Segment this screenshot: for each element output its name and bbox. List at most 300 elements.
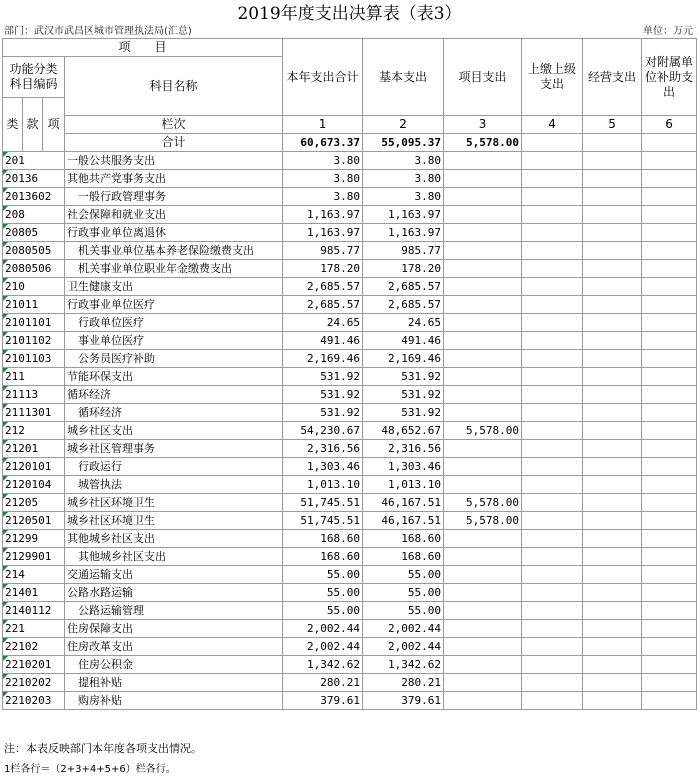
row-upper <box>522 296 583 314</box>
row-basic: 55.00 <box>363 602 444 620</box>
table-row <box>3 386 697 404</box>
row-code: 2210201 <box>3 656 65 674</box>
row-upper <box>522 422 583 440</box>
table-row <box>3 512 697 530</box>
header-kuan: 款 <box>23 98 43 152</box>
header-xiang: 项 <box>43 98 65 152</box>
table-row <box>3 404 697 422</box>
table-row <box>3 296 697 314</box>
row-project <box>444 278 522 296</box>
row-total: 1,163.97 <box>283 224 363 242</box>
row-subsidy <box>642 620 697 638</box>
header-subject-name: 科目名称 <box>65 57 283 116</box>
row-total: 491.46 <box>283 332 363 350</box>
row-upper <box>522 656 583 674</box>
row-total: 2,685.57 <box>283 278 363 296</box>
total-business <box>583 134 642 152</box>
row-project <box>444 296 522 314</box>
row-total: 3.80 <box>283 188 363 206</box>
department-label: 部门：武汉市武昌区城市管理执法局(汇总) <box>4 26 192 37</box>
row-upper <box>522 476 583 494</box>
row-code: 2080506 <box>3 260 65 278</box>
row-code: 2101103 <box>3 350 65 368</box>
row-name: 城乡社区环境卫生 <box>65 494 283 512</box>
row-upper <box>522 314 583 332</box>
total-basic: 55,095.37 <box>363 134 444 152</box>
row-project <box>444 224 522 242</box>
row-business <box>583 170 642 188</box>
table-row <box>3 440 697 458</box>
row-business <box>583 206 642 224</box>
row-basic: 55.00 <box>363 566 444 584</box>
row-business <box>583 224 642 242</box>
row-code: 2101102 <box>3 332 65 350</box>
total-sum: 60,673.37 <box>283 134 363 152</box>
table-row <box>3 494 697 512</box>
row-business <box>583 350 642 368</box>
row-basic: 178.20 <box>363 260 444 278</box>
header-business: 经营支出 <box>583 39 642 116</box>
row-name: 城管执法 <box>65 476 283 494</box>
row-code: 210 <box>3 278 65 296</box>
header-heji: 合计 <box>65 134 283 152</box>
row-code: 212 <box>3 422 65 440</box>
row-subsidy <box>642 602 697 620</box>
row-total: 168.60 <box>283 530 363 548</box>
row-name: 城乡社区支出 <box>65 422 283 440</box>
col-number-3: 3 <box>444 116 522 134</box>
row-name: 其他城乡社区支出 <box>65 548 283 566</box>
table-note: 注：本表反映部门本年度各项支出情况。 <box>4 742 202 755</box>
row-subsidy <box>642 494 697 512</box>
row-code: 208 <box>3 206 65 224</box>
row-total: 280.21 <box>283 674 363 692</box>
header-project: 项 目 <box>3 39 283 57</box>
row-basic: 531.92 <box>363 386 444 404</box>
row-name: 住房保障支出 <box>65 620 283 638</box>
row-upper <box>522 260 583 278</box>
row-basic: 24.65 <box>363 314 444 332</box>
table-row <box>3 620 697 638</box>
row-subsidy <box>642 674 697 692</box>
header-subsidy: 对附属单位补助支出 <box>642 39 697 116</box>
row-subsidy <box>642 170 697 188</box>
row-total: 985.77 <box>283 242 363 260</box>
row-total: 2,002.44 <box>283 638 363 656</box>
row-basic: 46,167.51 <box>363 494 444 512</box>
table-row <box>3 638 697 656</box>
row-code: 20136 <box>3 170 65 188</box>
row-code: 2210202 <box>3 674 65 692</box>
row-code: 21299 <box>3 530 65 548</box>
table-row <box>3 602 697 620</box>
row-subsidy <box>642 278 697 296</box>
table-row <box>3 674 697 692</box>
row-basic: 2,316.56 <box>363 440 444 458</box>
row-basic: 48,652.67 <box>363 422 444 440</box>
row-code: 2140112 <box>3 602 65 620</box>
row-business <box>583 386 642 404</box>
table-row <box>3 188 697 206</box>
row-total: 178.20 <box>283 260 363 278</box>
row-name: 城乡社区环境卫生 <box>65 512 283 530</box>
row-subsidy <box>642 224 697 242</box>
row-basic: 1,303.46 <box>363 458 444 476</box>
row-upper <box>522 404 583 422</box>
row-project <box>444 620 522 638</box>
row-business <box>583 440 642 458</box>
row-project <box>444 692 522 710</box>
row-code: 214 <box>3 566 65 584</box>
row-subsidy <box>642 584 697 602</box>
row-upper <box>522 242 583 260</box>
row-name: 一般公共服务支出 <box>65 152 283 170</box>
total-upper <box>522 134 583 152</box>
table-row <box>3 224 697 242</box>
row-subsidy <box>642 692 697 710</box>
row-project <box>444 260 522 278</box>
row-code: 2120101 <box>3 458 65 476</box>
table-row <box>3 278 697 296</box>
row-total: 51,745.51 <box>283 512 363 530</box>
row-name: 行政事业单位医疗 <box>65 296 283 314</box>
col-number-1: 1 <box>283 116 363 134</box>
row-basic: 985.77 <box>363 242 444 260</box>
table-row <box>3 422 697 440</box>
row-upper <box>522 548 583 566</box>
row-business <box>583 656 642 674</box>
header-basic: 基本支出 <box>363 39 444 116</box>
row-upper <box>522 602 583 620</box>
row-basic: 3.80 <box>363 188 444 206</box>
row-subsidy <box>642 476 697 494</box>
row-total: 1,342.62 <box>283 656 363 674</box>
row-code: 2080505 <box>3 242 65 260</box>
row-name: 交通运输支出 <box>65 566 283 584</box>
row-total: 55.00 <box>283 566 363 584</box>
header-lanci: 栏次 <box>65 116 283 134</box>
row-business <box>583 638 642 656</box>
table-row <box>3 476 697 494</box>
row-upper <box>522 440 583 458</box>
row-total: 3.80 <box>283 152 363 170</box>
row-basic: 55.00 <box>363 584 444 602</box>
row-name: 节能环保支出 <box>65 368 283 386</box>
header-project-exp: 项目支出 <box>444 39 522 116</box>
row-project: 5,578.00 <box>444 422 522 440</box>
row-total: 531.92 <box>283 404 363 422</box>
row-subsidy <box>642 566 697 584</box>
row-subsidy <box>642 152 697 170</box>
row-name: 购房补贴 <box>65 692 283 710</box>
row-business <box>583 404 642 422</box>
table-row <box>3 260 697 278</box>
row-business <box>583 566 642 584</box>
row-name: 公路运输管理 <box>65 602 283 620</box>
row-subsidy <box>642 386 697 404</box>
row-business <box>583 152 642 170</box>
row-upper <box>522 692 583 710</box>
table-row <box>3 656 697 674</box>
row-total: 51,745.51 <box>283 494 363 512</box>
row-project <box>444 674 522 692</box>
row-total: 531.92 <box>283 386 363 404</box>
row-basic: 531.92 <box>363 368 444 386</box>
row-name: 城乡社区管理事务 <box>65 440 283 458</box>
row-upper <box>522 458 583 476</box>
row-code: 21113 <box>3 386 65 404</box>
row-total: 2,002.44 <box>283 620 363 638</box>
table-row <box>3 206 697 224</box>
row-basic: 1,163.97 <box>363 206 444 224</box>
row-code: 21205 <box>3 494 65 512</box>
row-subsidy <box>642 260 697 278</box>
row-upper <box>522 350 583 368</box>
row-upper <box>522 386 583 404</box>
row-total: 55.00 <box>283 602 363 620</box>
row-subsidy <box>642 332 697 350</box>
row-upper <box>522 584 583 602</box>
row-subsidy <box>642 350 697 368</box>
row-basic: 1,163.97 <box>363 224 444 242</box>
row-name: 住房改革支出 <box>65 638 283 656</box>
formula-note: 1栏各行＝（2+3+4+5+6）栏各行。 <box>4 764 176 775</box>
row-project: 5,578.00 <box>444 512 522 530</box>
unit-label: 单位：万元 <box>643 26 693 37</box>
row-project <box>444 530 522 548</box>
header-upper: 上缴上级支出 <box>522 39 583 116</box>
row-subsidy <box>642 440 697 458</box>
col-number-5: 5 <box>583 116 642 134</box>
row-total: 2,169.46 <box>283 350 363 368</box>
row-project <box>444 656 522 674</box>
row-subsidy <box>642 188 697 206</box>
row-business <box>583 530 642 548</box>
row-business <box>583 674 642 692</box>
row-total: 168.60 <box>283 548 363 566</box>
row-name: 机关事业单位基本养老保险缴费支出 <box>65 242 283 260</box>
row-name: 住房公积金 <box>65 656 283 674</box>
row-business <box>583 242 642 260</box>
row-upper <box>522 188 583 206</box>
row-basic: 1,013.10 <box>363 476 444 494</box>
row-subsidy <box>642 548 697 566</box>
row-upper <box>522 152 583 170</box>
row-project <box>444 368 522 386</box>
row-name: 事业单位医疗 <box>65 332 283 350</box>
table-row <box>3 350 697 368</box>
row-name: 行政事业单位离退休 <box>65 224 283 242</box>
row-business <box>583 260 642 278</box>
row-total: 1,303.46 <box>283 458 363 476</box>
row-business <box>583 296 642 314</box>
row-name: 其他共产党事务支出 <box>65 170 283 188</box>
col-number-6: 6 <box>642 116 697 134</box>
row-basic: 168.60 <box>363 548 444 566</box>
header-lei: 类 <box>3 98 23 152</box>
row-subsidy <box>642 656 697 674</box>
row-business <box>583 548 642 566</box>
row-subsidy <box>642 422 697 440</box>
row-name: 卫生健康支出 <box>65 278 283 296</box>
row-business <box>583 692 642 710</box>
row-business <box>583 584 642 602</box>
table-row <box>3 692 697 710</box>
row-total: 2,685.57 <box>283 296 363 314</box>
row-project <box>444 404 522 422</box>
table-row <box>3 458 697 476</box>
table-row <box>3 332 697 350</box>
row-project <box>444 170 522 188</box>
row-subsidy <box>642 638 697 656</box>
row-total: 531.92 <box>283 368 363 386</box>
table-row <box>3 242 697 260</box>
total-project: 5,578.00 <box>444 134 522 152</box>
row-business <box>583 188 642 206</box>
row-project <box>444 566 522 584</box>
row-project <box>444 152 522 170</box>
row-name: 循环经济 <box>65 386 283 404</box>
row-upper <box>522 368 583 386</box>
row-upper <box>522 224 583 242</box>
row-total: 3.80 <box>283 170 363 188</box>
table-row <box>3 368 697 386</box>
row-business <box>583 476 642 494</box>
row-basic: 491.46 <box>363 332 444 350</box>
row-subsidy <box>642 242 697 260</box>
row-project <box>444 386 522 404</box>
row-basic: 379.61 <box>363 692 444 710</box>
row-subsidy <box>642 458 697 476</box>
row-basic: 280.21 <box>363 674 444 692</box>
table-row <box>3 170 697 188</box>
row-basic: 1,342.62 <box>363 656 444 674</box>
row-code: 21011 <box>3 296 65 314</box>
row-project <box>444 314 522 332</box>
row-business <box>583 278 642 296</box>
table-row <box>3 548 697 566</box>
row-name: 公务员医疗补助 <box>65 350 283 368</box>
row-total: 1,013.10 <box>283 476 363 494</box>
row-upper <box>522 620 583 638</box>
row-business <box>583 332 642 350</box>
row-name: 行政单位医疗 <box>65 314 283 332</box>
row-subsidy <box>642 296 697 314</box>
table-row <box>3 152 697 170</box>
row-project <box>444 584 522 602</box>
row-business <box>583 314 642 332</box>
col-number-4: 4 <box>522 116 583 134</box>
row-business <box>583 422 642 440</box>
row-code: 2120104 <box>3 476 65 494</box>
row-project <box>444 332 522 350</box>
row-code: 2101101 <box>3 314 65 332</box>
row-business <box>583 458 642 476</box>
row-basic: 531.92 <box>363 404 444 422</box>
row-project <box>444 458 522 476</box>
row-code: 20805 <box>3 224 65 242</box>
col-number-2: 2 <box>363 116 444 134</box>
row-business <box>583 602 642 620</box>
row-project <box>444 242 522 260</box>
row-total: 1,163.97 <box>283 206 363 224</box>
row-subsidy <box>642 314 697 332</box>
row-business <box>583 494 642 512</box>
row-name: 机关事业单位职业年金缴费支出 <box>65 260 283 278</box>
row-total: 55.00 <box>283 584 363 602</box>
row-total: 54,230.67 <box>283 422 363 440</box>
row-business <box>583 368 642 386</box>
row-basic: 3.80 <box>363 152 444 170</box>
row-project <box>444 476 522 494</box>
row-basic: 2,685.57 <box>363 278 444 296</box>
row-project <box>444 188 522 206</box>
row-total: 2,316.56 <box>283 440 363 458</box>
row-upper <box>522 566 583 584</box>
row-name: 公路水路运输 <box>65 584 283 602</box>
row-project <box>444 350 522 368</box>
header-func-code: 功能分类科目编码 <box>3 57 65 98</box>
row-upper <box>522 530 583 548</box>
row-name: 行政运行 <box>65 458 283 476</box>
row-code: 2013602 <box>3 188 65 206</box>
row-project: 5,578.00 <box>444 494 522 512</box>
row-code: 201 <box>3 152 65 170</box>
row-code: 211 <box>3 368 65 386</box>
row-upper <box>522 494 583 512</box>
row-business <box>583 620 642 638</box>
row-basic: 2,002.44 <box>363 638 444 656</box>
row-subsidy <box>642 404 697 422</box>
row-basic: 46,167.51 <box>363 512 444 530</box>
total-subsidy <box>642 134 697 152</box>
row-basic: 2,169.46 <box>363 350 444 368</box>
row-project <box>444 440 522 458</box>
row-upper <box>522 206 583 224</box>
row-business <box>583 512 642 530</box>
row-code: 2120501 <box>3 512 65 530</box>
row-name: 其他城乡社区支出 <box>65 530 283 548</box>
expenditure-table <box>2 38 697 710</box>
row-code: 21201 <box>3 440 65 458</box>
row-name: 一般行政管理事务 <box>65 188 283 206</box>
row-upper <box>522 674 583 692</box>
row-code: 2210203 <box>3 692 65 710</box>
row-project <box>444 638 522 656</box>
row-basic: 3.80 <box>363 170 444 188</box>
row-project <box>444 548 522 566</box>
row-subsidy <box>642 206 697 224</box>
table-row <box>3 530 697 548</box>
row-code: 22102 <box>3 638 65 656</box>
row-total: 24.65 <box>283 314 363 332</box>
table-row <box>3 314 697 332</box>
row-code: 2111301 <box>3 404 65 422</box>
header-total: 本年支出合计 <box>283 39 363 116</box>
row-subsidy <box>642 530 697 548</box>
row-basic: 2,002.44 <box>363 620 444 638</box>
row-name: 提租补贴 <box>65 674 283 692</box>
row-upper <box>522 170 583 188</box>
row-subsidy <box>642 512 697 530</box>
row-subsidy <box>642 368 697 386</box>
row-code: 221 <box>3 620 65 638</box>
row-project <box>444 602 522 620</box>
row-code: 21401 <box>3 584 65 602</box>
row-upper <box>522 638 583 656</box>
table-row <box>3 584 697 602</box>
table-title: 2019年度支出决算表（表3） <box>237 4 462 24</box>
